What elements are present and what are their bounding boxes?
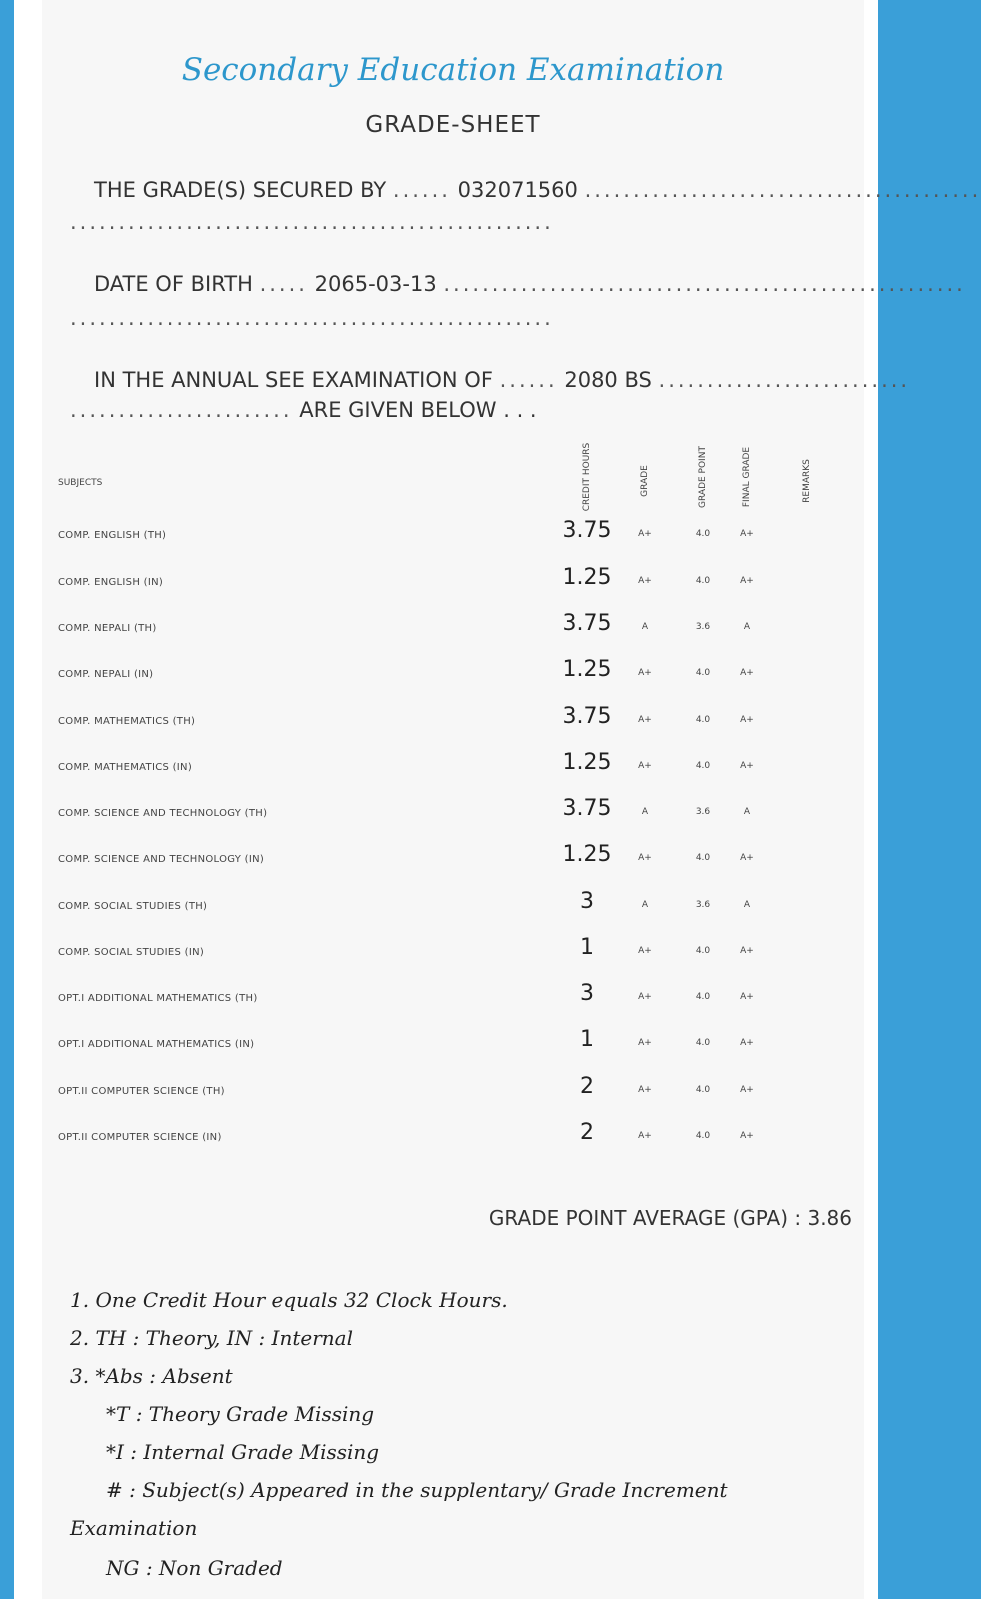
header-final-grade: FINAL GRADE <box>742 446 752 508</box>
row-final-grade: A+ <box>740 576 754 586</box>
note-credit-hour: 1. One Credit Hour equals 32 Clock Hours. <box>70 1288 508 1312</box>
row-grade-point: 4.0 <box>695 715 711 725</box>
row-subject: COMP. NEPALI (IN) <box>58 669 154 680</box>
header-credit-hours: CREDIT HOURS <box>582 442 592 512</box>
row-credit: 1.25 <box>562 750 612 775</box>
gpa-line <box>489 1206 852 1230</box>
gpa-value: 3.86 <box>807 1206 852 1230</box>
row-final-grade: A <box>743 807 751 817</box>
row-grade-point: 4.0 <box>695 992 711 1002</box>
row-grade: A+ <box>638 992 652 1002</box>
note-internal-missing: *I : Internal Grade Missing <box>106 1440 380 1464</box>
note-theory-missing: *T : Theory Grade Missing <box>106 1402 375 1426</box>
dob-value: 2065-03-13 <box>314 272 437 296</box>
row-subject: COMP. NEPALI (TH) <box>58 623 157 634</box>
row-final-grade: A+ <box>740 668 754 678</box>
row-grade-point: 3.6 <box>695 900 711 910</box>
header-grade-point: GRADE POINT <box>698 446 708 508</box>
table-row <box>42 657 864 715</box>
row-subject: COMP. MATHEMATICS (IN) <box>58 762 193 773</box>
table-row <box>42 935 864 993</box>
row-subject: COMP. ENGLISH (TH) <box>58 530 167 541</box>
table-row <box>42 611 864 669</box>
row-subject: COMP. SCIENCE AND TECHNOLOGY (TH) <box>58 808 268 819</box>
row-subject: COMP. SCIENCE AND TECHNOLOGY (IN) <box>58 854 265 865</box>
dob-label: DATE OF BIRTH <box>94 272 253 296</box>
table-row <box>42 889 864 947</box>
exam-line: IN THE ANNUAL SEE EXAMINATION OF ...... 2080 BS .......................... <box>94 368 911 392</box>
table-row <box>42 796 864 854</box>
table-row <box>42 518 864 576</box>
row-grade: A <box>641 622 649 632</box>
symbol-number: 032071560 <box>457 178 578 202</box>
header-grade: GRADE <box>640 465 650 497</box>
row-final-grade: A+ <box>740 853 754 863</box>
row-grade: A <box>641 807 649 817</box>
row-grade-point: 4.0 <box>695 853 711 863</box>
row-grade: A+ <box>638 1038 652 1048</box>
row-credit: 1 <box>580 935 594 960</box>
row-final-grade: A+ <box>740 1131 754 1141</box>
row-credit: 1.25 <box>562 565 612 590</box>
row-credit: 3.75 <box>562 518 612 543</box>
table-row <box>42 981 864 1039</box>
row-final-grade: A <box>743 622 751 632</box>
row-grade: A+ <box>638 946 652 956</box>
row-subject: OPT.II COMPUTER SCIENCE (TH) <box>58 1086 225 1097</box>
secured-by-line: THE GRADE(S) SECURED BY ...... 032071560 ......................................... <box>94 178 981 202</box>
header-subjects: SUBJECTS <box>58 478 103 488</box>
table-row <box>42 842 864 900</box>
table-row <box>42 565 864 623</box>
row-grade-point: 4.0 <box>695 576 711 586</box>
row-credit: 3 <box>580 981 594 1006</box>
row-grade-point: 4.0 <box>695 1085 711 1095</box>
exam-year: 2080 BS <box>564 368 652 392</box>
row-grade: A+ <box>638 761 652 771</box>
row-grade-point: 4.0 <box>695 1038 711 1048</box>
row-subject: COMP. MATHEMATICS (TH) <box>58 716 196 727</box>
table-row <box>42 1027 864 1085</box>
row-credit: 3.75 <box>562 796 612 821</box>
table-row <box>42 1120 864 1178</box>
row-grade-point: 4.0 <box>695 668 711 678</box>
row-credit: 1.25 <box>562 842 612 867</box>
row-grade-point: 4.0 <box>695 529 711 539</box>
grade-sheet: Secondary Education Examination GRADE-SHEET THE GRADE(S) SECURED BY ...... 032071560 ......................................... .................................................. DATE OF BIRTH ..... 2065-03-13 ...................................................... .................................................. IN THE ANNUAL SEE EXAMINATION OF ...... 2080 BS .......................... ....................... ARE GIVEN BELOW . . . SUBJECTS CREDIT HOURS GRADE GRADE POINT FINAL GRADE REMARKS COMP. ENGLISH (TH) 3.75 A+ 4.0 A+ COMP. ENGLISH (IN) 1.25 A+ 4.0 A+ COMP. NEPALI (TH) 3.75 A 3.6 A COMP. NEPALI (IN) 1.25 A+ 4.0 A+ COMP. MATHEMATICS (TH) 3.75 A+ 4.0 A+ COMP. MATHEMATICS (IN) 1.25 A+ 4.0 A+ COMP. SCIENCE AND TECHNOLOGY (TH) 3.75 A 3.6 A COMP. SCIENCE AND TECHNOLOGY (IN) 1.25 A+ 4.0 A+ COMP. SOCIAL STUDIES (TH) 3 A 3.6 A COMP. SOCIAL STUDIES (IN) 1 A+ 4.0 A+ OPT.I ADDITIONAL MATHEMATICS (TH) 3 A+ 4.0 A+ OPT.I ADDITIONAL MATHEMATICS (IN) 1 A+ 4.0 A+ OPT.II COMPUTER SCIENCE (TH) 2 A+ 4.0 A+ OPT.II COMPUTER SCIENCE (IN) 2 A+ 4.0 A+ GRADE POINT AVERAGE (GPA) : 3.86 1. One Credit Hour equals 32 Clock Hours. 2. TH : Theory, IN : Internal 3. *Abs : Absent *T : Theory Grade Missing *I : Internal Grade Missing # : Subject(s) Appeared in the supplentary/ Grade Increment Examination NG : Non Graded <box>42 0 864 1599</box>
row-grade: A <box>641 900 649 910</box>
note-th-in: 2. TH : Theory, IN : Internal <box>70 1326 353 1350</box>
note-non-graded: NG : Non Graded <box>106 1556 283 1580</box>
table-row <box>42 1074 864 1132</box>
row-subject: COMP. ENGLISH (IN) <box>58 577 164 588</box>
row-final-grade: A <box>743 900 751 910</box>
row-subject: OPT.II COMPUTER SCIENCE (IN) <box>58 1132 222 1143</box>
row-credit: 2 <box>580 1074 594 1099</box>
row-credit: 1 <box>580 1027 594 1052</box>
row-grade-point: 3.6 <box>695 807 711 817</box>
table-row <box>42 750 864 808</box>
row-final-grade: A+ <box>740 946 754 956</box>
row-subject: COMP. SOCIAL STUDIES (IN) <box>58 947 205 958</box>
row-grade: A+ <box>638 1085 652 1095</box>
row-grade: A+ <box>638 853 652 863</box>
row-grade: A+ <box>638 1131 652 1141</box>
given-below-line: ....................... ARE GIVEN BELOW . . . <box>70 398 537 422</box>
row-final-grade: A+ <box>740 761 754 771</box>
gpa-label: GRADE POINT AVERAGE (GPA) : <box>488 1206 802 1230</box>
row-subject: OPT.I ADDITIONAL MATHEMATICS (TH) <box>58 993 258 1004</box>
given-below-text: ARE GIVEN BELOW . . . <box>299 398 537 422</box>
note-abs: 3. *Abs : Absent <box>70 1364 233 1388</box>
row-credit: 1.25 <box>562 657 612 682</box>
page-subtitle: GRADE-SHEET <box>365 112 541 138</box>
row-grade-point: 4.0 <box>695 1131 711 1141</box>
row-final-grade: A+ <box>740 1085 754 1095</box>
page-title: Secondary Education Examination <box>181 52 725 88</box>
row-subject: OPT.I ADDITIONAL MATHEMATICS (IN) <box>58 1039 255 1050</box>
row-grade: A+ <box>638 529 652 539</box>
row-grade-point: 4.0 <box>695 761 711 771</box>
table-row <box>42 704 864 762</box>
row-final-grade: A+ <box>740 529 754 539</box>
row-subject: COMP. SOCIAL STUDIES (TH) <box>58 901 208 912</box>
row-final-grade: A+ <box>740 715 754 725</box>
header-remarks: REMARKS <box>802 459 812 503</box>
row-final-grade: A+ <box>740 992 754 1002</box>
page-frame <box>14 0 981 1599</box>
exam-label: IN THE ANNUAL SEE EXAMINATION OF <box>94 368 493 392</box>
dob-line: DATE OF BIRTH ..... 2065-03-13 ...................................................... <box>94 272 966 296</box>
row-credit: 3.75 <box>562 704 612 729</box>
row-grade-point: 4.0 <box>695 946 711 956</box>
row-grade-point: 3.6 <box>695 622 711 632</box>
row-final-grade: A+ <box>740 1038 754 1048</box>
note-examination: Examination <box>70 1516 198 1540</box>
note-supplementary: # : Subject(s) Appeared in the supplentary/ Grade Increment <box>106 1478 728 1502</box>
row-credit: 3 <box>580 889 594 914</box>
row-grade: A+ <box>638 715 652 725</box>
row-grade: A+ <box>638 576 652 586</box>
secured-by-label: THE GRADE(S) SECURED BY <box>94 178 387 202</box>
row-credit: 2 <box>580 1120 594 1145</box>
row-grade: A+ <box>638 668 652 678</box>
row-credit: 3.75 <box>562 611 612 636</box>
